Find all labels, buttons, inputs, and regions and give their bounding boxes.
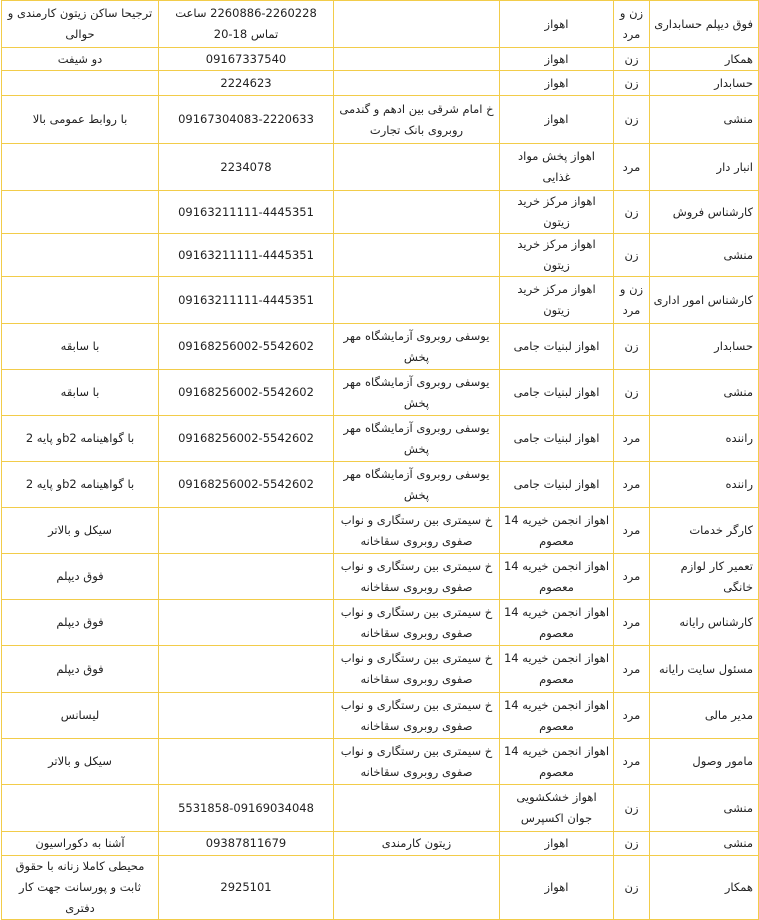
table-row [2, 739, 759, 785]
job-title-cell: منشی [650, 96, 759, 144]
notes-cell: با سابقه [2, 324, 159, 370]
notes-cell: فوق دیپلم [2, 554, 159, 600]
city-cell: اهواز [500, 96, 614, 144]
notes-cell: دو شیفت [2, 48, 159, 71]
phone-cell [159, 600, 334, 646]
job-title-cell: حسابدار [650, 71, 759, 96]
address-cell [334, 144, 500, 191]
notes-cell: سیکل و بالاتر [2, 739, 159, 785]
notes-cell: فوق دیپلم [2, 646, 159, 693]
gender-cell: زن [614, 191, 650, 234]
gender-cell: زن [614, 96, 650, 144]
address-cell [334, 785, 500, 832]
phone-cell: 09168256002-5542602 [159, 370, 334, 416]
job-title-cell: کارشناس امور اداری [650, 277, 759, 324]
city-cell: اهواز انجمن خیریه 14 معصوم [500, 508, 614, 554]
notes-cell: سیکل و بالاتر [2, 508, 159, 554]
gender-cell: مرد [614, 554, 650, 600]
phone-cell: 09163211111-4445351 [159, 234, 334, 277]
job-title-cell: منشی [650, 234, 759, 277]
job-title-cell: منشی [650, 832, 759, 856]
address-cell [334, 1, 500, 48]
table-row [2, 554, 759, 600]
table-row [2, 234, 759, 277]
job-title-cell: انبار دار [650, 144, 759, 191]
gender-cell: زن [614, 71, 650, 96]
address-cell: یوسفی روبروی آزمایشگاه مهر پخش [334, 370, 500, 416]
table-row [2, 96, 759, 144]
phone-cell: 09168256002-5542602 [159, 462, 334, 508]
phone-cell: 09163211111-4445351 [159, 277, 334, 324]
city-cell: اهواز انجمن خیریه 14 معصوم [500, 693, 614, 739]
address-cell: خ امام شرقی بین ادهم و گندمی روبروی بانک تجارت [334, 96, 500, 144]
job-title-cell: حسابدار [650, 324, 759, 370]
city-cell: اهواز انجمن خیریه 14 معصوم [500, 600, 614, 646]
job-title-cell: همکار [650, 856, 759, 920]
address-cell: خ سیمتری بین رستگاری و نواب صفوی روبروی سقاخانه [334, 508, 500, 554]
city-cell: اهواز مرکز خرید زیتون [500, 191, 614, 234]
table-row [2, 370, 759, 416]
notes-cell [2, 234, 159, 277]
gender-cell: مرد [614, 508, 650, 554]
notes-cell [2, 71, 159, 96]
table-row [2, 324, 759, 370]
table-row [2, 600, 759, 646]
address-cell: زیتون کارمندی [334, 832, 500, 856]
notes-cell: با روابط عمومی بالا [2, 96, 159, 144]
gender-cell: زن و مرد [614, 1, 650, 48]
phone-cell [159, 554, 334, 600]
job-title-cell: کارگر خدمات [650, 508, 759, 554]
gender-cell: مرد [614, 693, 650, 739]
address-cell: یوسفی روبروی آزمایشگاه مهر پخش [334, 324, 500, 370]
city-cell: اهواز خشکشویی جوان اکسپرس [500, 785, 614, 832]
phone-cell: 09387811679 [159, 832, 334, 856]
notes-cell [2, 785, 159, 832]
job-title-cell: همکار [650, 48, 759, 71]
table-row [2, 191, 759, 234]
city-cell: اهواز لبنیات جامی [500, 416, 614, 462]
job-title-cell: مامور وصول [650, 739, 759, 785]
table-row [2, 48, 759, 71]
city-cell: اهواز [500, 48, 614, 71]
city-cell: اهواز [500, 71, 614, 96]
address-cell [334, 71, 500, 96]
gender-cell: مرد [614, 462, 650, 508]
address-cell: خ سیمتری بین رستگاری و نواب صفوی روبروی سقاخانه [334, 600, 500, 646]
table-row [2, 508, 759, 554]
notes-cell: محیطی کاملا زنانه با حقوق ثابت و پورسانت جهت کار دفتری [2, 856, 159, 920]
gender-cell: مرد [614, 600, 650, 646]
phone-cell: 09163211111-4445351 [159, 191, 334, 234]
gender-cell: زن [614, 234, 650, 277]
gender-cell: زن [614, 370, 650, 416]
notes-cell: فوق دیپلم [2, 600, 159, 646]
notes-cell: لیسانس [2, 693, 159, 739]
notes-cell [2, 144, 159, 191]
address-cell: خ سیمتری بین رستگاری و نواب صفوی روبروی سقاخانه [334, 693, 500, 739]
table-row [2, 416, 759, 462]
gender-cell: مرد [614, 416, 650, 462]
gender-cell: زن و مرد [614, 277, 650, 324]
table-row [2, 832, 759, 856]
table-row [2, 277, 759, 324]
address-cell [334, 191, 500, 234]
city-cell: اهواز انجمن خیریه 14 معصوم [500, 646, 614, 693]
address-cell: یوسفی روبروی آزمایشگاه مهر پخش [334, 462, 500, 508]
phone-cell: 2260886-2260228 ساعت تماس 18-20 [159, 1, 334, 48]
address-cell [334, 277, 500, 324]
table-row [2, 693, 759, 739]
phone-cell [159, 646, 334, 693]
gender-cell: مرد [614, 646, 650, 693]
job-title-cell: مدیر مالی [650, 693, 759, 739]
notes-cell: با گواهینامه b2و پایه 2 [2, 462, 159, 508]
address-cell: خ سیمتری بین رستگاری و نواب صفوی روبروی سقاخانه [334, 554, 500, 600]
address-cell: یوسفی روبروی آزمایشگاه مهر پخش [334, 416, 500, 462]
city-cell: اهواز [500, 1, 614, 48]
phone-cell: 2234078 [159, 144, 334, 191]
phone-cell: 09168256002-5542602 [159, 324, 334, 370]
gender-cell: زن [614, 856, 650, 920]
gender-cell: زن [614, 324, 650, 370]
job-title-cell: منشی [650, 370, 759, 416]
table-row [2, 71, 759, 96]
address-cell [334, 48, 500, 71]
phone-cell: 2224623 [159, 71, 334, 96]
job-title-cell: فوق دیپلم حسابداری [650, 1, 759, 48]
job-listings-table [1, 0, 759, 920]
gender-cell: زن [614, 48, 650, 71]
gender-cell: مرد [614, 144, 650, 191]
notes-cell: آشنا به دکوراسیون [2, 832, 159, 856]
table-row [2, 646, 759, 693]
job-listings-body [2, 1, 759, 920]
table-row [2, 462, 759, 508]
address-cell: خ سیمتری بین رستگاری و نواب صفوی روبروی سقاخانه [334, 739, 500, 785]
phone-cell: 09168256002-5542602 [159, 416, 334, 462]
city-cell: اهواز انجمن خیریه 14 معصوم [500, 739, 614, 785]
address-cell [334, 234, 500, 277]
phone-cell [159, 739, 334, 785]
phone-cell [159, 693, 334, 739]
job-title-cell: تعمیر کار لوازم خانگی [650, 554, 759, 600]
city-cell: اهواز [500, 832, 614, 856]
gender-cell: زن [614, 832, 650, 856]
city-cell: اهواز لبنیات جامی [500, 462, 614, 508]
job-title-cell: مسئول سایت رایانه [650, 646, 759, 693]
address-cell: خ سیمتری بین رستگاری و نواب صفوی روبروی سقاخانه [334, 646, 500, 693]
city-cell: اهواز لبنیات جامی [500, 370, 614, 416]
city-cell: اهواز انجمن خیریه 14 معصوم [500, 554, 614, 600]
job-title-cell: منشی [650, 785, 759, 832]
phone-cell: 2925101 [159, 856, 334, 920]
notes-cell: با سابقه [2, 370, 159, 416]
notes-cell [2, 191, 159, 234]
table-row [2, 785, 759, 832]
job-title-cell: راننده [650, 462, 759, 508]
city-cell: اهواز مرکز خرید زیتون [500, 277, 614, 324]
notes-cell: ترجیحا ساکن زیتون کارمندی و حوالی [2, 1, 159, 48]
table-row [2, 144, 759, 191]
city-cell: اهواز مرکز خرید زیتون [500, 234, 614, 277]
city-cell: اهواز پخش مواد غذایی [500, 144, 614, 191]
gender-cell: زن [614, 785, 650, 832]
phone-cell: 09167337540 [159, 48, 334, 71]
job-title-cell: کارشناس رایانه [650, 600, 759, 646]
notes-cell [2, 277, 159, 324]
phone-cell [159, 508, 334, 554]
table-row [2, 856, 759, 920]
job-title-cell: راننده [650, 416, 759, 462]
notes-cell: با گواهینامه b2و پایه 2 [2, 416, 159, 462]
table-row [2, 1, 759, 48]
gender-cell: مرد [614, 739, 650, 785]
city-cell: اهواز [500, 856, 614, 920]
phone-cell: 5531858-09169034048 [159, 785, 334, 832]
address-cell [334, 856, 500, 920]
city-cell: اهواز لبنیات جامی [500, 324, 614, 370]
phone-cell: 09167304083-2220633 [159, 96, 334, 144]
job-title-cell: کارشناس فروش [650, 191, 759, 234]
